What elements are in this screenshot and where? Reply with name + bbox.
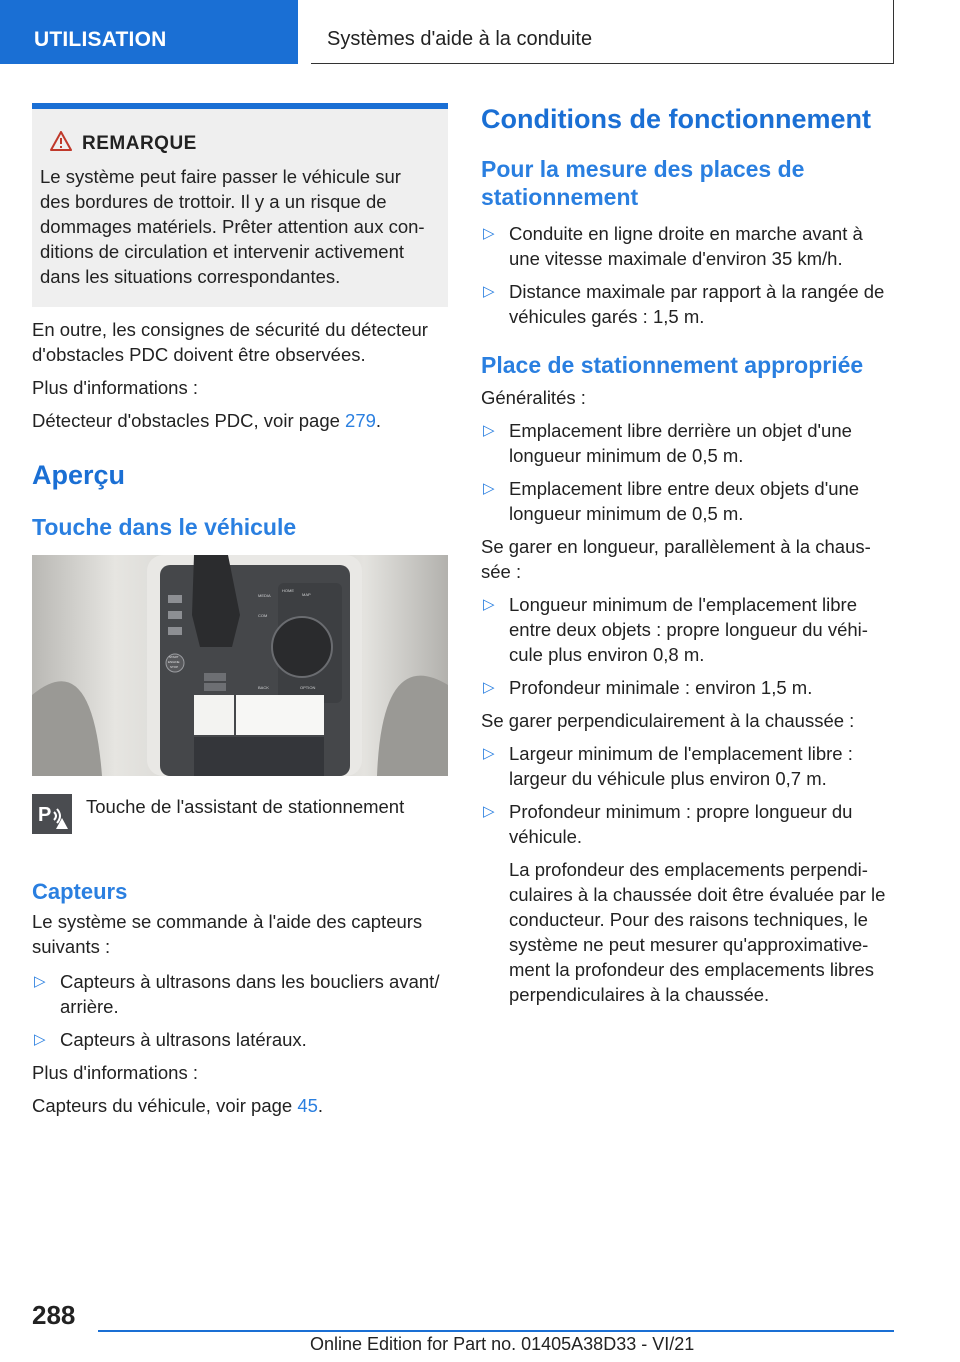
right-column (481, 103, 911, 1007)
photo-label-back: BACK (258, 685, 269, 690)
page-link[interactable]: 279 (345, 410, 376, 431)
paragraph: Le système se commande à l'aide des capteurs suivants : (32, 911, 423, 957)
paragraph: En outre, les consignes de sécurité du détecteur d'obstacles PDC doivent être observées. (32, 319, 428, 365)
note-line: des bordures de trottoir. Il y a un risque de (40, 191, 387, 212)
cross-reference: Capteurs du véhicule, voir page 45. (32, 1095, 324, 1116)
heading-capteurs: Capteurs (32, 879, 128, 904)
note-title: REMARQUE (82, 132, 197, 154)
perpendiculaire-list (481, 741, 911, 1007)
page-link[interactable]: 45 (297, 1095, 318, 1116)
left-column (32, 103, 448, 1118)
bullet-triangle-icon: ▷ (34, 973, 46, 990)
note-line: Le système peut faire passer le véhicule sur (40, 166, 401, 187)
warning-triangle-icon (50, 131, 72, 156)
note-text (40, 164, 440, 289)
heading-place: Place de stationnement appropriée (481, 352, 864, 378)
icon-caption-row (32, 794, 448, 839)
list-item-note: La profondeur des emplacements perpendi- culaires à la chaussée doit être évaluée par le conducteur. Pour des raisons techniques, le système ne peut mesurer qu'approximative- ment la profondeur des emplacements libres perpendiculaires à la chaussée. (509, 859, 886, 1005)
section-title: UTILISATION (34, 28, 167, 51)
note-header (50, 131, 440, 156)
photo-label-home: HOME (282, 588, 294, 593)
list-item: ▷ Emplacement libre entre deux objets d'une longueur minimum de 0,5 m. (483, 478, 860, 524)
list-item: ▷ Longueur minimum de l'emplacement libre entre deux objets : propre longueur du véhi- cule plus environ 0,8 m. (483, 594, 868, 665)
photo-label-map: MAP (302, 592, 311, 597)
paragraph: Plus d'informations : (32, 377, 198, 398)
bullet-triangle-icon: ▷ (483, 745, 495, 762)
bullet-triangle-icon: ▷ (483, 480, 495, 497)
page-number: 288 (32, 1300, 76, 1330)
cross-reference: Détecteur d'obstacles PDC, voir page 279. (32, 410, 382, 431)
list-item: ▷ Capteurs à ultrasons latéraux. (34, 1029, 307, 1050)
photo-label-stop: STOP (170, 665, 179, 669)
paragraph: Généralités : (481, 387, 586, 408)
photo-label-option: OPTION (300, 685, 316, 690)
list-item: ▷ Profondeur minimum : propre longueur du véhicule. La profondeur des emplacements perpendi- culaires à la chaussée doit être évaluée par le conducteur. Pour des raisons techniques, le système ne peut mesurer qu'approximative- ment la profondeur des emplacements libres perpendiculaires à la chaussée. (481, 799, 911, 1007)
bullet-triangle-icon: ▷ (34, 1031, 46, 1048)
longueur-list (481, 592, 911, 700)
note-line: ditions de circulation et intervenir activement (40, 241, 405, 262)
section-tab (0, 0, 298, 64)
list-item: ▷ Profondeur minimale : environ 1,5 m. (483, 677, 813, 698)
photo-label-start: START (169, 655, 179, 659)
list-item: ▷ Distance maximale par rapport à la rangée de véhicules garés : 1,5 m. (483, 281, 885, 327)
paragraph: Se garer perpendiculairement à la chaussée : (481, 710, 855, 731)
svg-text:P: P (38, 804, 52, 826)
footer-divider (98, 1330, 894, 1332)
parking-assistant-icon (32, 794, 72, 839)
list-item: ▷ Emplacement libre derrière un objet d'une longueur minimum de 0,5 m. (483, 420, 852, 466)
chapter-title: Systèmes d'aide à la conduite (327, 28, 593, 50)
heading-mesure: Pour la mesure des places de stationnement (481, 156, 805, 210)
list-item: ▷ Capteurs à ultrasons dans les boucliers avant/ arrière. (34, 971, 440, 1017)
chapter-header (311, 0, 894, 64)
bullet-triangle-icon: ▷ (483, 596, 495, 613)
note-line: dommages matériels. Prêter attention aux con- (40, 216, 425, 237)
icon-caption: Touche de l'assistant de stationnement (86, 796, 405, 817)
paragraph: Se garer en longueur, parallèlement à la chaus- sée : (481, 536, 871, 582)
bullet-triangle-icon: ▷ (483, 803, 495, 820)
heading-apercu: Aperçu (32, 460, 126, 490)
edition-text: Online Edition for Part no. 01405A38D33 - VI/21 (310, 1334, 695, 1354)
note-line: dans les situations correspondantes. (40, 266, 341, 287)
photo-label-engine: ENGINE (168, 660, 180, 664)
mesure-list (481, 221, 911, 329)
capteurs-list (32, 969, 448, 1052)
list-item: ▷ Conduite en ligne droite en marche avant à une vitesse maximale d'environ 35 km/h. (483, 223, 863, 269)
bullet-triangle-icon: ▷ (483, 679, 495, 696)
heading-conditions: Conditions de fonctionnement (481, 104, 871, 134)
photo-label-media: MEDIA (258, 593, 271, 598)
bullet-triangle-icon: ▷ (483, 422, 495, 439)
photo-label-com: COM (258, 613, 268, 618)
list-item: ▷ Largeur minimum de l'emplacement libre : largeur du véhicule plus environ 0,7 m. (483, 743, 853, 789)
heading-touche: Touche dans le véhicule (32, 514, 297, 540)
bullet-triangle-icon: ▷ (483, 283, 495, 300)
vehicle-console-photo (32, 555, 448, 776)
note-box (32, 103, 448, 307)
bullet-triangle-icon: ▷ (483, 225, 495, 242)
generalites-list (481, 418, 911, 526)
paragraph: Plus d'informations : (32, 1062, 198, 1083)
